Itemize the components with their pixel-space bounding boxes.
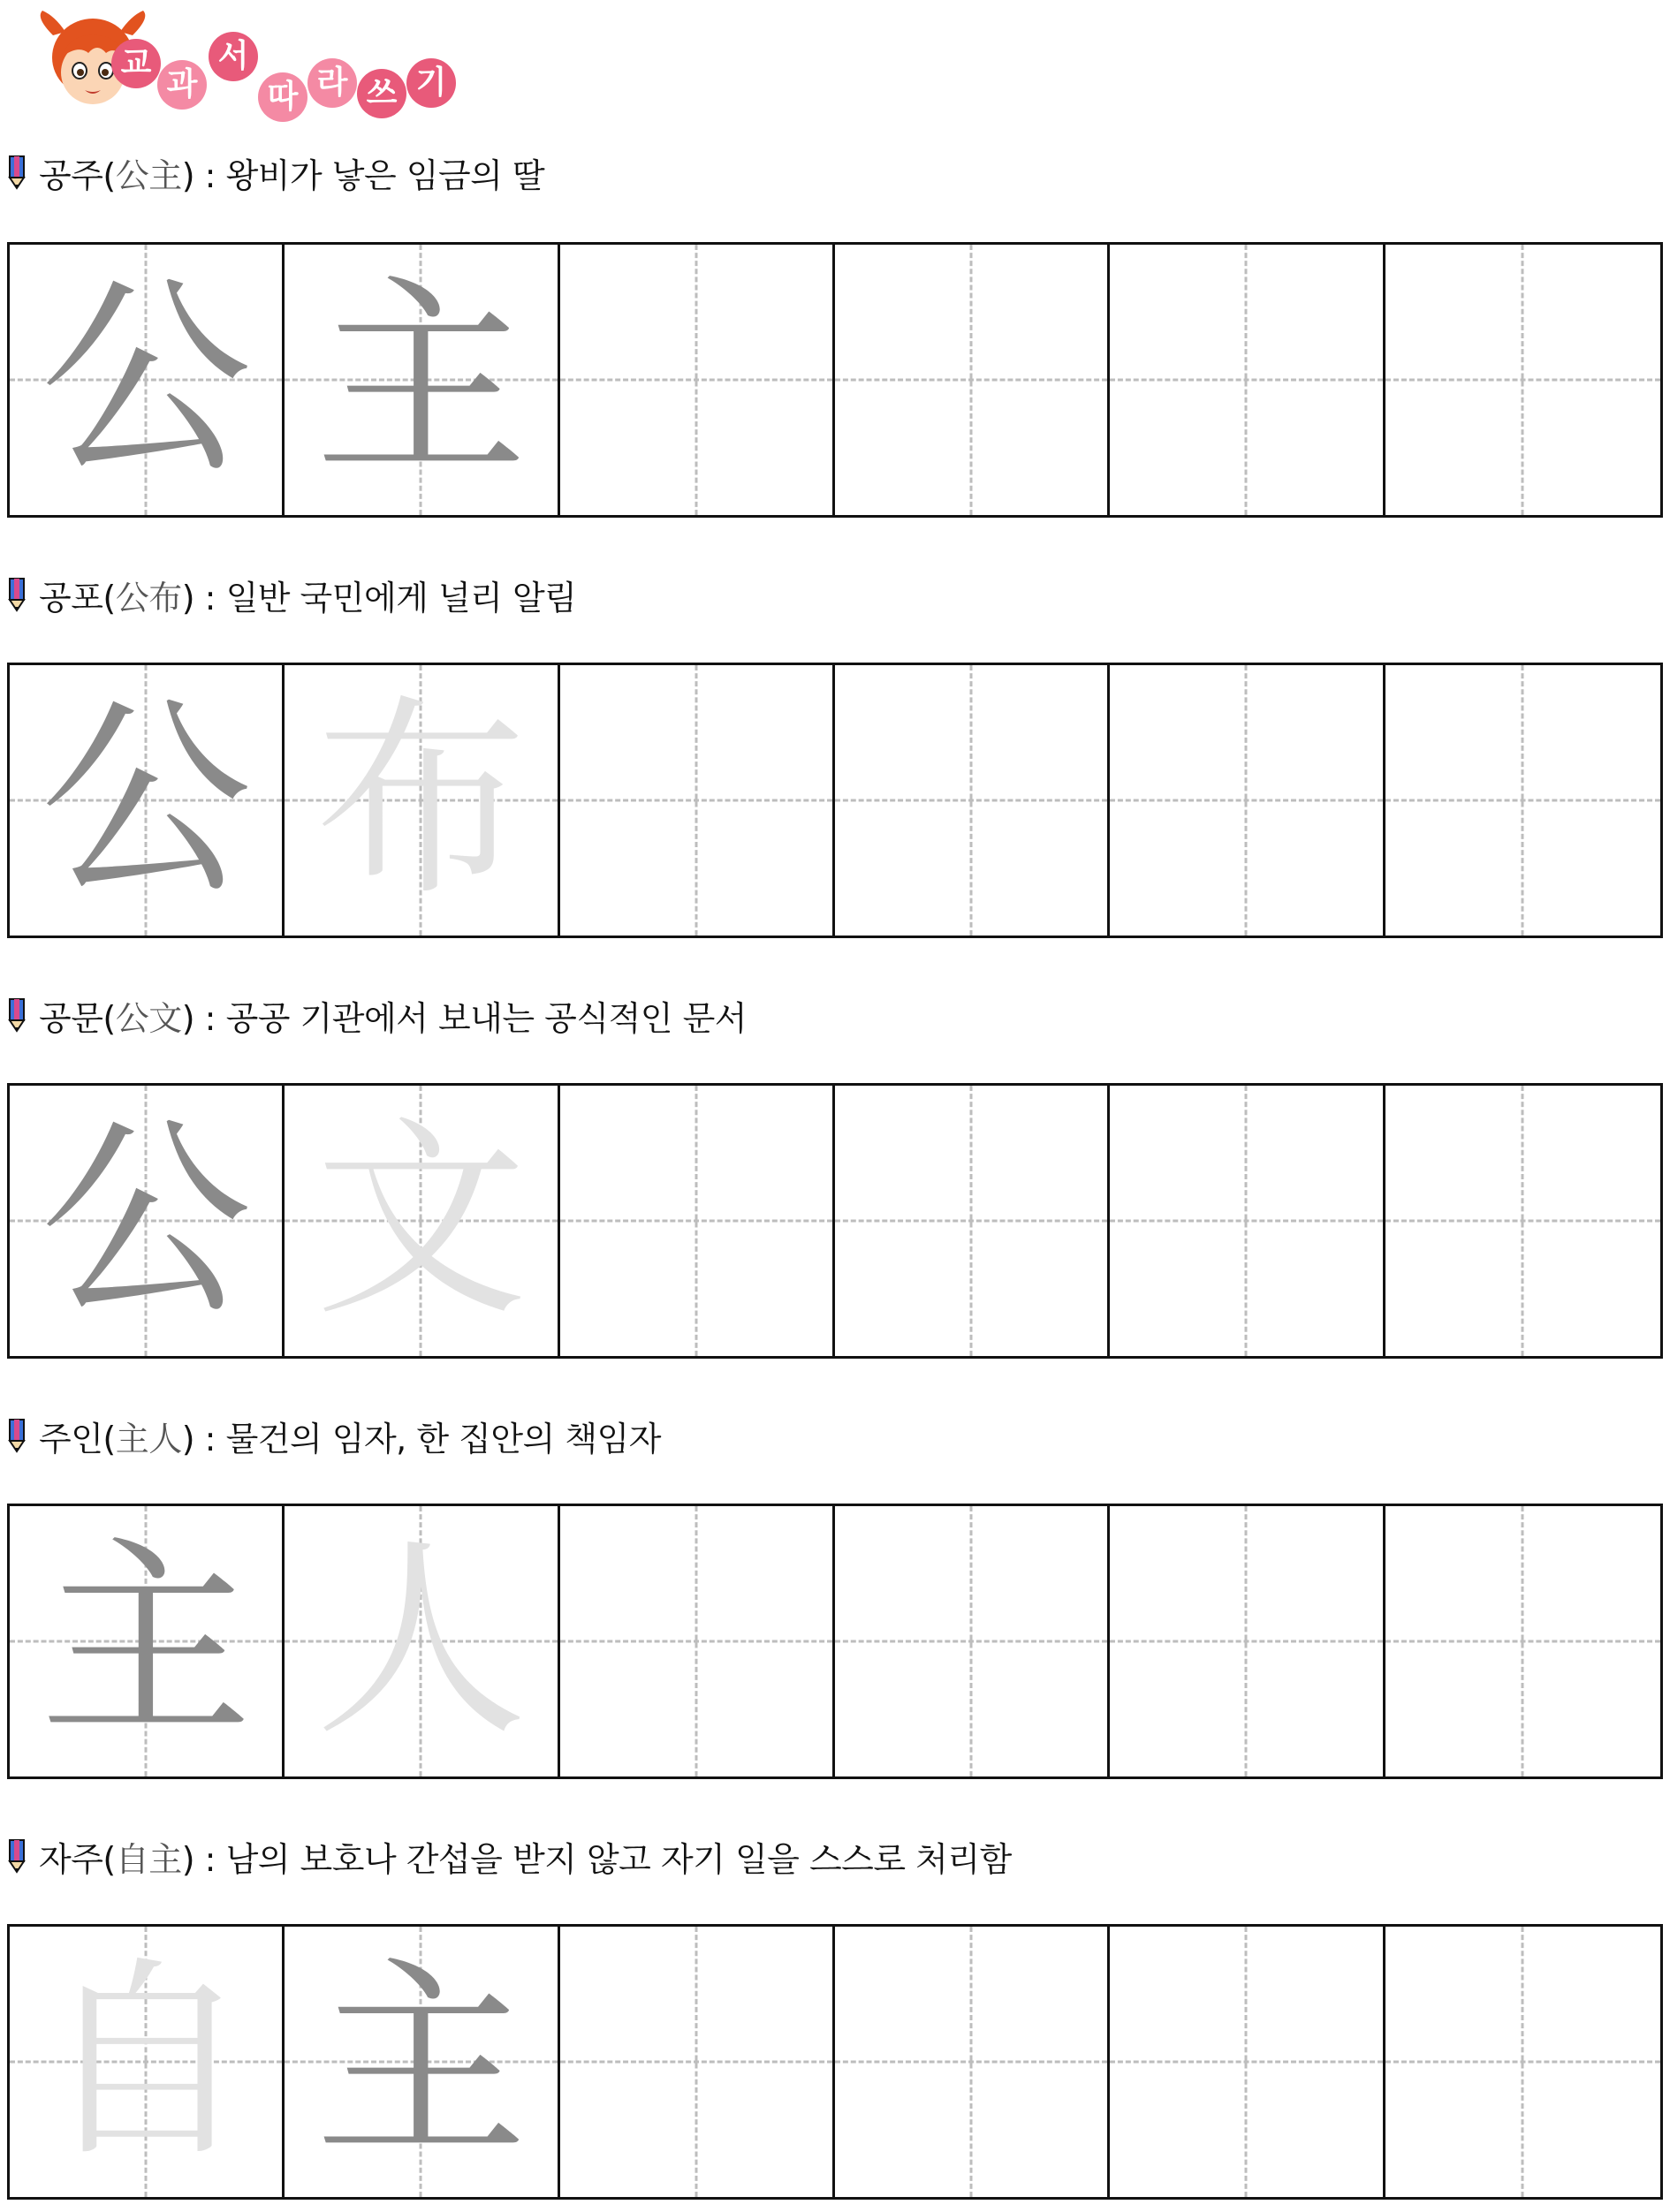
horizontal-guide-line [560, 2061, 832, 2064]
trace-cell [10, 1506, 285, 1776]
paren-open: ( [102, 998, 116, 1038]
pencil-icon [7, 1418, 27, 1453]
trace-character: 公 [40, 256, 253, 504]
trace-cell [10, 1927, 285, 2197]
horizontal-guide-line [1110, 799, 1382, 802]
paren-close: ) [181, 1419, 195, 1458]
horizontal-guide-line [835, 1640, 1107, 1643]
horizontal-guide-line [1110, 379, 1382, 382]
section-title-text [39, 571, 576, 619]
word-meaning: 남의 보호나 간섭을 받지 않고 자기 일을 스스로 처리함 [225, 1839, 1012, 1879]
section-title-text [39, 1832, 1012, 1881]
horizontal-guide-line [1110, 1640, 1382, 1643]
word-hanja: 公文 [115, 998, 182, 1038]
writing-cell[interactable] [835, 245, 1110, 515]
word-meaning: 물건의 임자, 한 집안의 책임자 [225, 1419, 661, 1458]
pencil-icon [7, 997, 27, 1033]
writing-cell[interactable] [1385, 1086, 1660, 1356]
trace-cell [10, 1086, 285, 1356]
section-heading [7, 572, 576, 617]
paren-close: ) [181, 155, 195, 195]
trace-cell [10, 245, 285, 515]
writing-cell[interactable] [835, 1927, 1110, 2197]
trace-character: 人 [315, 1518, 528, 1765]
practice-grid [7, 1504, 1663, 1779]
writing-cell[interactable] [560, 245, 835, 515]
practice-grid [7, 1083, 1663, 1359]
word-meaning: 왕비가 낳은 임금의 딸 [225, 155, 545, 195]
word-hanja: 公布 [115, 578, 182, 617]
pencil-icon [7, 577, 27, 612]
trace-cell [285, 1927, 559, 2197]
trace-character: 公 [40, 677, 253, 924]
trace-character: 主 [315, 1938, 528, 2185]
separator: : [194, 1839, 226, 1879]
section-heading [7, 993, 747, 1037]
paren-open: ( [102, 155, 116, 195]
word-korean: 공주 [39, 155, 103, 195]
practice-grid [7, 663, 1663, 938]
trace-character: 主 [40, 1518, 253, 1765]
separator: : [194, 1419, 226, 1458]
writing-cell[interactable] [1110, 245, 1385, 515]
logo-letter: 서 [209, 32, 258, 81]
paren-close: ) [181, 1839, 195, 1879]
horizontal-guide-line [835, 2061, 1107, 2064]
section-title-text [39, 1412, 661, 1460]
horizontal-guide-line [1385, 1220, 1660, 1223]
trace-character: 文 [315, 1097, 528, 1345]
logo-letter: 쓰 [357, 69, 406, 118]
trace-character: 布 [315, 677, 528, 924]
word-korean: 공문 [39, 998, 103, 1038]
paren-open: ( [102, 578, 116, 617]
section-heading [7, 1413, 661, 1458]
writing-cell[interactable] [1110, 1086, 1385, 1356]
trace-character: 自 [40, 1938, 253, 2185]
writing-cell[interactable] [560, 1506, 835, 1776]
logo-letter: 라 [307, 58, 357, 108]
section-heading [7, 1834, 1012, 1878]
horizontal-guide-line [560, 799, 832, 802]
writing-cell[interactable] [1385, 1927, 1660, 2197]
writing-cell[interactable] [835, 1506, 1110, 1776]
logo-letter: 교 [111, 39, 161, 88]
word-korean: 주인 [39, 1419, 103, 1458]
word-hanja: 主人 [115, 1419, 182, 1458]
writing-cell[interactable] [1385, 1506, 1660, 1776]
horizontal-guide-line [1385, 1640, 1660, 1643]
practice-grid [7, 242, 1663, 518]
writing-cell[interactable] [1385, 665, 1660, 936]
horizontal-guide-line [560, 1640, 832, 1643]
pencil-icon [7, 1838, 27, 1874]
separator: : [194, 998, 226, 1038]
trace-cell [285, 1506, 559, 1776]
logo-letter: 과 [157, 60, 207, 110]
word-meaning: 일반 국민에게 널리 알림 [225, 578, 577, 617]
word-meaning: 공공 기관에서 보내는 공식적인 문서 [225, 998, 748, 1038]
writing-cell[interactable] [560, 665, 835, 936]
logo-letter: 따 [258, 72, 307, 122]
writing-cell[interactable] [560, 1086, 835, 1356]
horizontal-guide-line [1385, 799, 1660, 802]
paren-open: ( [102, 1839, 116, 1879]
trace-cell [10, 665, 285, 936]
logo-letter: 기 [406, 58, 456, 108]
horizontal-guide-line [835, 799, 1107, 802]
word-korean: 자주 [39, 1839, 103, 1879]
practice-grid [7, 1924, 1663, 2200]
writing-cell[interactable] [835, 665, 1110, 936]
writing-cell[interactable] [1110, 1506, 1385, 1776]
trace-character: 公 [40, 1097, 253, 1345]
separator: : [194, 578, 226, 617]
trace-cell [285, 245, 559, 515]
section-heading [7, 150, 544, 194]
logo [27, 5, 486, 120]
horizontal-guide-line [1110, 1220, 1382, 1223]
horizontal-guide-line [835, 379, 1107, 382]
writing-cell[interactable] [1110, 1927, 1385, 2197]
horizontal-guide-line [1385, 2061, 1660, 2064]
word-hanja: 自主 [115, 1839, 182, 1879]
horizontal-guide-line [1385, 379, 1660, 382]
paren-close: ) [181, 578, 195, 617]
pencil-icon [7, 155, 27, 190]
word-korean: 공포 [39, 578, 103, 617]
horizontal-guide-line [1110, 2061, 1382, 2064]
paren-open: ( [102, 1419, 116, 1458]
word-hanja: 公主 [115, 155, 182, 195]
writing-cell[interactable] [835, 1086, 1110, 1356]
paren-close: ) [181, 998, 195, 1038]
horizontal-guide-line [835, 1220, 1107, 1223]
trace-character: 主 [315, 256, 528, 504]
writing-cell[interactable] [1385, 245, 1660, 515]
horizontal-guide-line [560, 1220, 832, 1223]
trace-cell [285, 665, 559, 936]
writing-cell[interactable] [1110, 665, 1385, 936]
writing-cell[interactable] [560, 1927, 835, 2197]
separator: : [194, 155, 226, 195]
section-title-text [39, 148, 544, 197]
trace-cell [285, 1086, 559, 1356]
horizontal-guide-line [560, 379, 832, 382]
section-title-text [39, 991, 747, 1040]
